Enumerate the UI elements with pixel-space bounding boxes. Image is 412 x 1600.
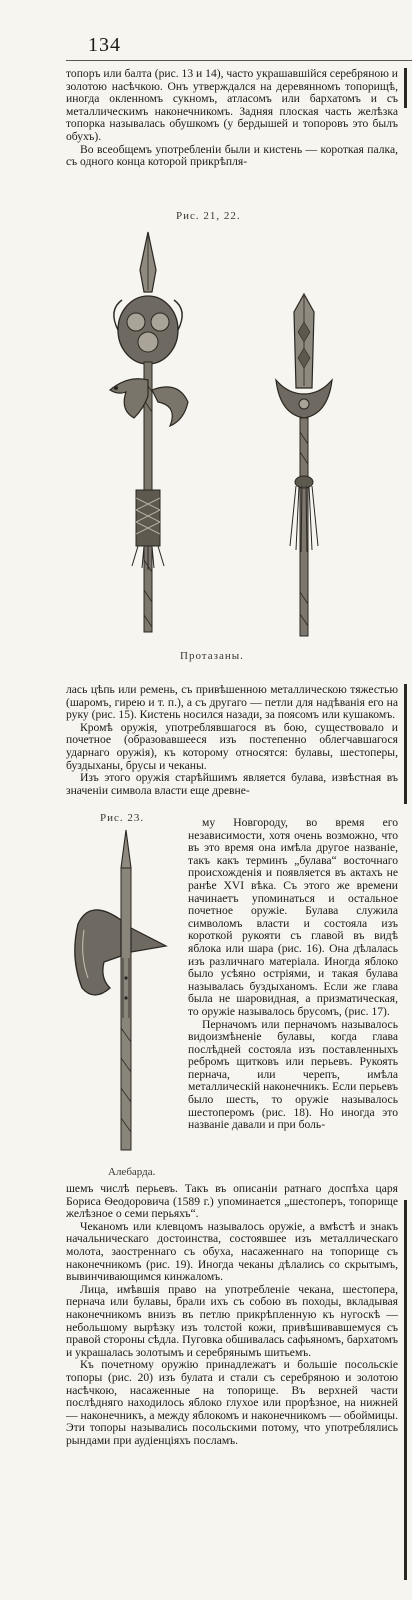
figure-label-23: Рис. 23. bbox=[100, 812, 145, 824]
figure-caption-halberd: Алебарда. bbox=[108, 1166, 156, 1178]
text-block-middle bbox=[66, 684, 398, 797]
paragraph: шемъ числѣ перьевъ. Такъ въ описаніи ратнаго доспѣха царя Бориса Ѳеодоровича (1589 г.) упоминается „шестоперъ, топорище желѣзное о семи перьяхъ“. bbox=[66, 1182, 398, 1221]
paragraph: Изъ этого оружія старѣйшимъ является булава, извѣстная въ значеніи символа власти еще древне- bbox=[66, 771, 398, 797]
scan-edge-mark bbox=[404, 1200, 407, 1580]
paragraph: топоръ или балта (рис. 13 и 14), часто украшавшійся серебряною и золотою насѣчкою. Онъ утверждался на деревянномъ топорищѣ, иногда окленномъ сукномъ, атласомъ или бархатомъ и съ металлическимъ наконечникомъ. Задняя плоская часть желѣзка топорка называлась обушкомъ (у бердышей и топоровъ это былъ обухъ). bbox=[66, 67, 398, 143]
paragraph: Во всеобщемъ употребленіи были и кистень — короткая палка, съ одного конца которой прикрѣпля- bbox=[66, 142, 398, 169]
protazan-illustration-left bbox=[88, 230, 208, 640]
paragraph: лась цѣпь или ремень, съ привѣшенною металлическою тяжестью (шаромъ, гирею и т. п.), а съ другаго — петли для надѣванія его на руку (рис. 15). Кистень носился назади, за поясомъ или кушакомъ. bbox=[66, 683, 398, 722]
scan-edge-mark bbox=[404, 68, 407, 108]
figure-caption-protazany: Протазаны. bbox=[180, 650, 244, 662]
paragraph: Къ почетному оружію принадлежатъ и большіе посольскіе топоры (рис. 20) изъ булата и стали съ серебряною и золотою насѣчкою, насаженные на топорище. Въ верхней части послѣдняго находилось яблоко глухое или прорѣзное, на нижней — наконечникъ, а между яблокомъ и наконечникомъ — обоймицы. Эти топоры назывались посольскими потому, что употреблялись рындами при аудіенціяхъ посламъ. bbox=[66, 1358, 398, 1447]
text-block-bottom bbox=[66, 1183, 398, 1447]
paragraph: Перначомъ или перначомъ называлось видоизмѣненіе булавы, когда глава послѣдней состояла изъ поставленныхъ ребромъ щитковъ или перьевъ. Рукоять пернача, или черепъ, имѣла металлическій наконечникъ. Если перьевъ было шесть, то оружіе называлось шестоперомъ (рис. 18). Но иногда это названіе давали и при боль- bbox=[188, 1017, 398, 1132]
paragraph: Чеканомъ или клевцомъ называлось оружіе, а вмѣстѣ и знакъ начальническаго достоинства, состоявшее изъ металлическаго молота, заостреннаго съ обуха, насаженнаго на топорище съ наконечникомъ (рис. 19). Иногда чеканы дѣлались со скрытымъ, вывинчивающимся кинжаломъ. bbox=[66, 1219, 398, 1284]
figure-label-21-22: Рис. 21, 22. bbox=[176, 210, 241, 222]
paragraph: му Новгороду, во время его независимости, хотя очень возможно, что въ это время она имѣла другое названіе, такъ какъ терминъ „булава“ восточнаго происхожденія и появляется въ актахъ не ранѣе XVI вѣка. Съ этого же времени начинаетъ упоминаться и остальное почетное оружіе. Булава служила символомъ власти и состояла изъ короткой рукояти съ главой въ видѣ яблока или шара (рис. 16). Она дѣлалась изъ различнаго матеріала. Иногда яблоко было усѣяно остріями, и такая булава называлась буздыханомъ. Если же глава была не шаровидная, а призматическая, то оружіе называлось брусомъ, (рис. 17). bbox=[188, 816, 398, 1018]
page-number: 134 bbox=[88, 34, 121, 56]
scan-edge-mark bbox=[404, 684, 407, 804]
halberd-illustration bbox=[70, 828, 180, 1154]
text-wrap-column bbox=[188, 817, 398, 1132]
header-rule bbox=[66, 60, 412, 61]
text-block-top bbox=[66, 68, 398, 169]
paragraph: Кромѣ оружія, употреблявшагося въ бою, существовало и почетное (образовавшееся изъ постепенно облегчавшагося ударнаго оружія), къ которому относятся: булавы, шестоперы, буздыханы, брусы и чеканы. bbox=[66, 720, 398, 772]
paragraph: Лица, имѣвшія право на употребленіе чекана, шестопера, пернача или булавы, брали ихъ съ собою въ походы, вкладывая наконечникомъ внизъ въ петлю прикрѣпленную къ нугоскѣ — небольшому вырѣзку изъ толстой кожи, привѣшивавшемуся съ правой стороны сѣдла. Пуговка обшивалась сафьяномъ, бархатомъ и украшалась золотымъ и серебрянымъ шитьемъ. bbox=[66, 1282, 398, 1359]
protazan-illustration-right bbox=[268, 292, 340, 640]
